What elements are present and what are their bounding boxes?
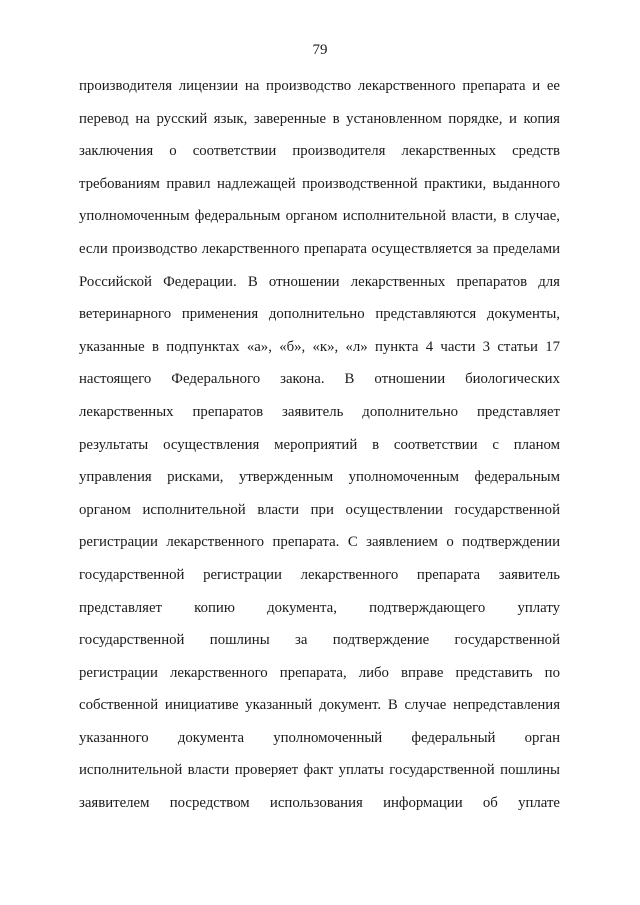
text-line: государственной пошлины за подтверждение государственной <box>79 632 560 649</box>
text-line: заявителем посредством использования информации об уплате <box>79 795 560 812</box>
body-text <box>79 76 560 826</box>
text-line: если производство лекарственного препарата осуществляется за пределами <box>79 240 560 257</box>
text-line: исполнительной власти проверяет факт уплаты государственной пошлины <box>79 762 560 779</box>
text-line: представляет копию документа, подтверждающего уплату <box>79 599 560 616</box>
text-line: регистрации лекарственного препарата. С заявлением о подтверждении <box>79 534 560 551</box>
text-line: Российской Федерации. В отношении лекарственных препаратов для <box>79 273 560 290</box>
text-line: государственной регистрации лекарственного препарата заявитель <box>79 566 560 583</box>
text-line: уполномоченным федеральным органом исполнительной власти, в случае, <box>79 208 560 225</box>
text-line: настоящего Федерального закона. В отношении биологических <box>79 371 560 388</box>
text-line: лекарственных препаратов заявитель дополнительно представляет <box>79 403 560 420</box>
text-line: указанного документа уполномоченный федеральный орган <box>79 729 560 746</box>
text-line: регистрации лекарственного препарата, либо вправе представить по <box>79 664 560 681</box>
text-line: органом исполнительной власти при осуществлении государственной <box>79 501 560 518</box>
text-line: перевод на русский язык, заверенные в установленном порядке, и копия <box>79 110 560 127</box>
text-line: требованиям правил надлежащей производственной практики, выданного <box>79 175 560 192</box>
text-line: результаты осуществления мероприятий в соответствии с планом <box>79 436 560 453</box>
text-line: управления рисками, утвержденным уполномоченным федеральным <box>79 469 560 486</box>
text-line: производителя лицензии на производство лекарственного препарата и ее <box>79 78 560 94</box>
text-line: указанные в подпунктах «а», «б», «к», «л» пункта 4 части 3 статьи 17 <box>79 338 560 355</box>
text-line: заключения о соответствии производителя лекарственных средств <box>79 143 560 160</box>
page-number: 79 <box>312 42 328 58</box>
text-line: ветеринарного применения дополнительно представляются документы, <box>79 306 560 323</box>
text-line: собственной инициативе указанный документ. В случае непредставления <box>79 697 560 714</box>
